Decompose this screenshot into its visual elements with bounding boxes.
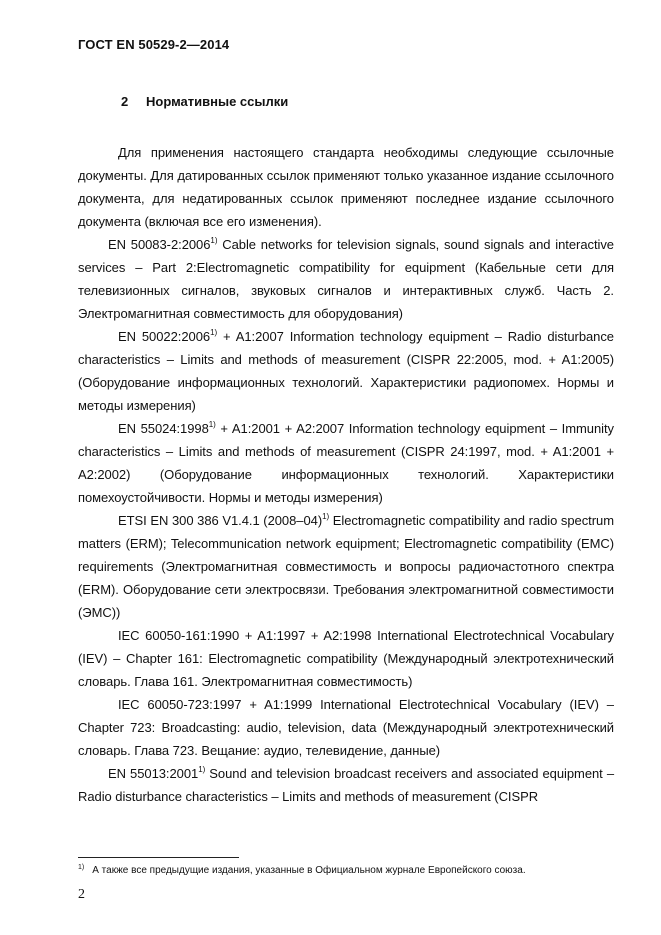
footnote-text: А также все предыдущие издания, указанные в Официальном журнале Европейского союза.: [92, 865, 526, 876]
intro-paragraph: Для применения настоящего стандарта необходимы следующие ссылочные документы. Для датированных ссылок применяют только указанное издание ссылочного документа, для недатированных ссылок применяют последнее издание ссылочного документа (включая все его изменения).: [78, 145, 614, 229]
reference-text: + A1:1997 + A2:1998 International Electrotechnical Vocabulary (IEV) – Chapter 161: Electromagnetic compatibility (Международный электротехнический словарь. Глава 161. Электромагнитная совместимость): [78, 628, 615, 689]
section-number: 2: [121, 94, 129, 109]
reference-item: [78, 762, 614, 808]
reference-code: EN 55024:1998: [118, 421, 209, 436]
reference-item: [78, 509, 614, 624]
section-title: Нормативные ссылки: [146, 94, 289, 109]
reference-code: EN 50022:2006: [118, 329, 211, 344]
footnote-mark: 1): [210, 328, 218, 337]
reference-code: EN 55013:2001: [108, 766, 199, 781]
footnote: [78, 864, 618, 877]
reference-text: Sound and television broadcast receivers and associated equipment – Radio disturbance characteristics – Limits and methods of measurement (CISPR: [78, 766, 614, 804]
footnote-divider: [78, 857, 239, 858]
reference-text: + A1:1999 International Electrotechnical Vocabulary (IEV) – Chapter 723: Broadcasting: audio, television, data (Международный электротехнический словарь. Глава 723. Вещание: аудио, телевидение, данные): [78, 697, 614, 758]
footnote-mark: 1): [322, 512, 330, 521]
section-heading: [121, 94, 288, 109]
page-number: 2: [78, 887, 85, 902]
reference-code: ETSI EN 300 386 V1.4.1 (2008–04): [118, 513, 323, 528]
reference-text: + A1:2007 Information technology equipment – Radio disturbance characteristics – Limits and methods of measurement (CISPR 22:2005, mod. + A1:2005) (Оборудование информационных технологий. Характеристики радиопомех. Нормы и методы измерения): [78, 329, 614, 413]
reference-item: [78, 624, 614, 693]
footnote-mark: 1): [198, 765, 206, 774]
reference-text: Electromagnetic compatibility and radio spectrum matters (ERM); Telecommunication network equipment; Electromagnetic compatibility (EMC) requirements (Электромагнитная совместимость и вопросы радиочастотного спектра (ERM). Оборудование сети электросвязи. Требования электромагнитной совместимости (ЭМС)): [78, 513, 614, 620]
reference-item: [78, 417, 614, 509]
standard-header: ГОСТ EN 50529-2—2014: [78, 37, 230, 52]
footnote-mark: 1): [78, 864, 85, 871]
reference-text: Cable networks for television signals, sound signals and interactive services – Part 2:Electromagnetic compatibility for equipment (Кабельные сети для телевизионных сигналов, звуковых сигналов и интерактивных служб. Часть 2. Электромагнитная совместимость для оборудования): [78, 237, 614, 321]
footnote-mark: 1): [208, 420, 216, 429]
reference-item: [78, 233, 614, 325]
reference-item: [78, 693, 614, 762]
reference-text: + A1:2001 + A2:2007 Information technology equipment – Immunity characteristics – Limits and methods of measurement (CISPR 24:1997, mod. + A1:2001 + A2:2002) (Оборудование информационных технологий. Характеристики помехоустойчивости. Нормы и методы измерения): [78, 421, 614, 505]
reference-code: EN 50083-2:2006: [108, 237, 211, 252]
reference-item: [78, 325, 614, 417]
section-body: [78, 141, 614, 808]
footnote-mark: 1): [210, 236, 218, 245]
reference-code: IEC 60050-161:1990: [118, 628, 240, 643]
reference-code: IEC 60050-723:1997: [118, 697, 242, 712]
